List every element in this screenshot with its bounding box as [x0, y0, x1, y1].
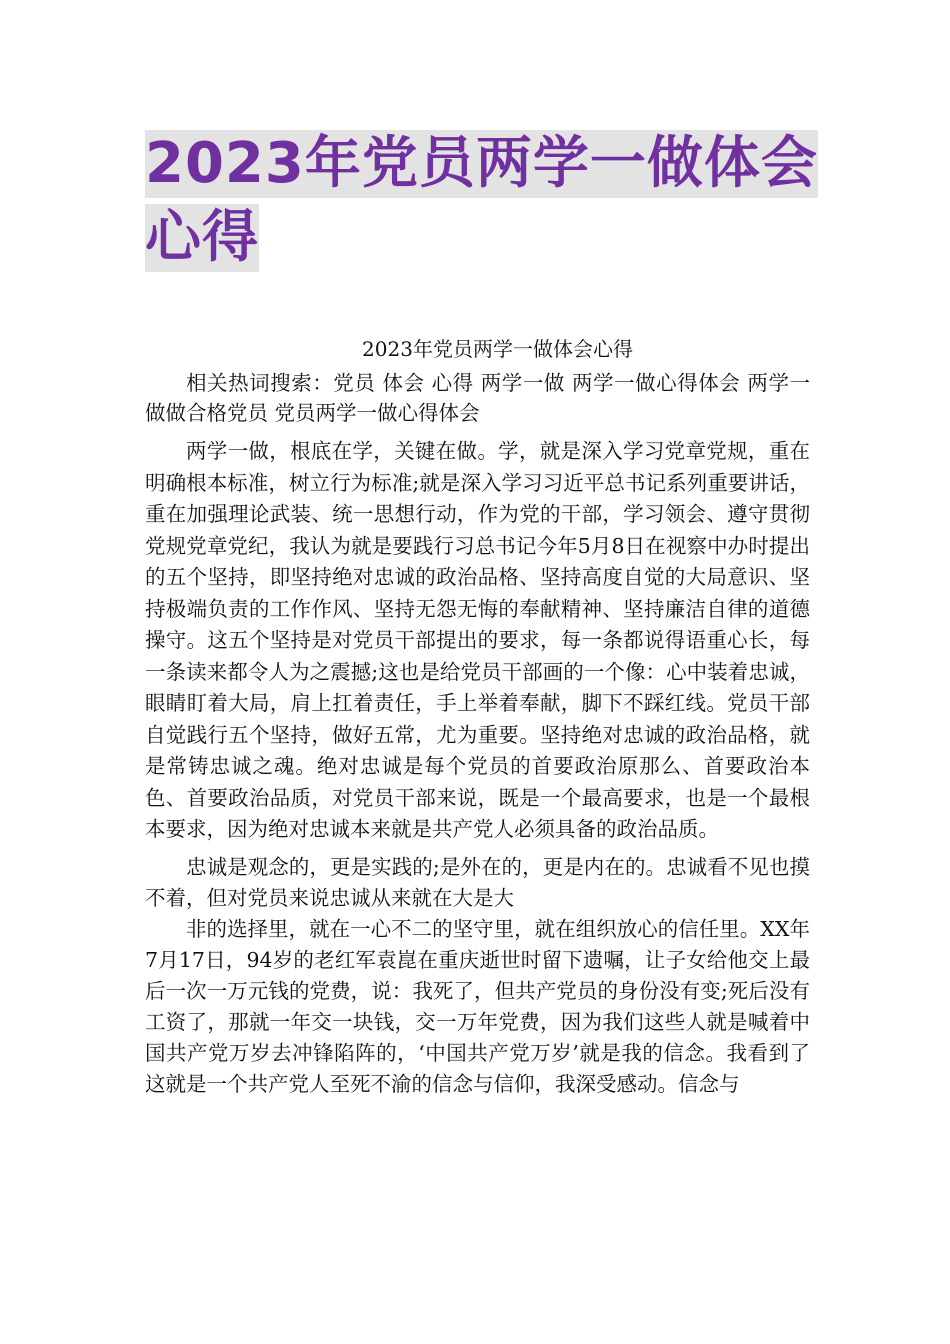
- keywords-line: 相关热词搜索：党员 体会 心得 两学一做 两学一做心得体会 两学一做做合格党员 党员两学一做心得体会: [145, 371, 810, 425]
- paragraph-2: 忠诚是观念的，更是实践的;是外在的，更是内在的。忠诚看不见也摸不着，但对党员来说忠诚从来就在大是大: [145, 854, 810, 910]
- title-line-2: 心得: [145, 205, 259, 270]
- document-title: [145, 130, 818, 272]
- paragraph-3: 非的选择里，就在一心不二的坚守里，就在组织放心的信任里。XX年7月17日，94岁的老红军袁崑在重庆逝世时留下遗嘱，让子女给他交上最后一次一万元钱的党费，说：我死了，但共产党员的身份没有变;死后没有工资了，那就一年交一块钱，交一万年党费，因为我们这些人就是喊着中国共产党万岁去冲锋陷阵的，‘中国共产党万岁’就是我的信念。我看到了这就是一个共产党人至死不渝的信念与信仰，我深受感动。信念与: [145, 916, 810, 1096]
- title-line-1: 2023年党员两学一做体会: [145, 131, 818, 196]
- document-subtitle: 2023年党员两学一做体会心得: [362, 337, 633, 361]
- paragraph-1: 两学一做，根底在学，关键在做。学，就是深入学习党章党规，重在明确根本标准，树立行为标准;就是深入学习习近平总书记系列重要讲话，重在加强理论武装、统一思想行动，作为党的干部，学习领会、遵守贯彻党规党章党纪，我认为就是要践行习总书记今年5月8日在视察中办时提出的五个坚持，即坚持绝对忠诚的政治品格、坚持高度自觉的大局意识、坚持极端负责的工作作风、坚持无怨无悔的奉献精神、坚持廉洁自律的道德操守。这五个坚持是对党员干部提出的要求，每一条都说得语重心长，每一条读来都令人为之震撼;这也是给党员干部画的一个像：心中装着忠诚，眼睛盯着大局，肩上扛着责任，手上举着奉献，脚下不踩红线。党员干部自觉践行五个坚持，做好五常，尤为重要。坚持绝对忠诚的政治品格，就是常铸忠诚之魂。绝对忠诚是每个党员的首要政治原那么、首要政治本色、首要政治品质，对党员干部来说，既是一个最高要求，也是一个最根本要求，因为绝对忠诚本来就是共产党人必须具备的政治品质。: [145, 439, 810, 841]
- document-body: [145, 334, 810, 1100]
